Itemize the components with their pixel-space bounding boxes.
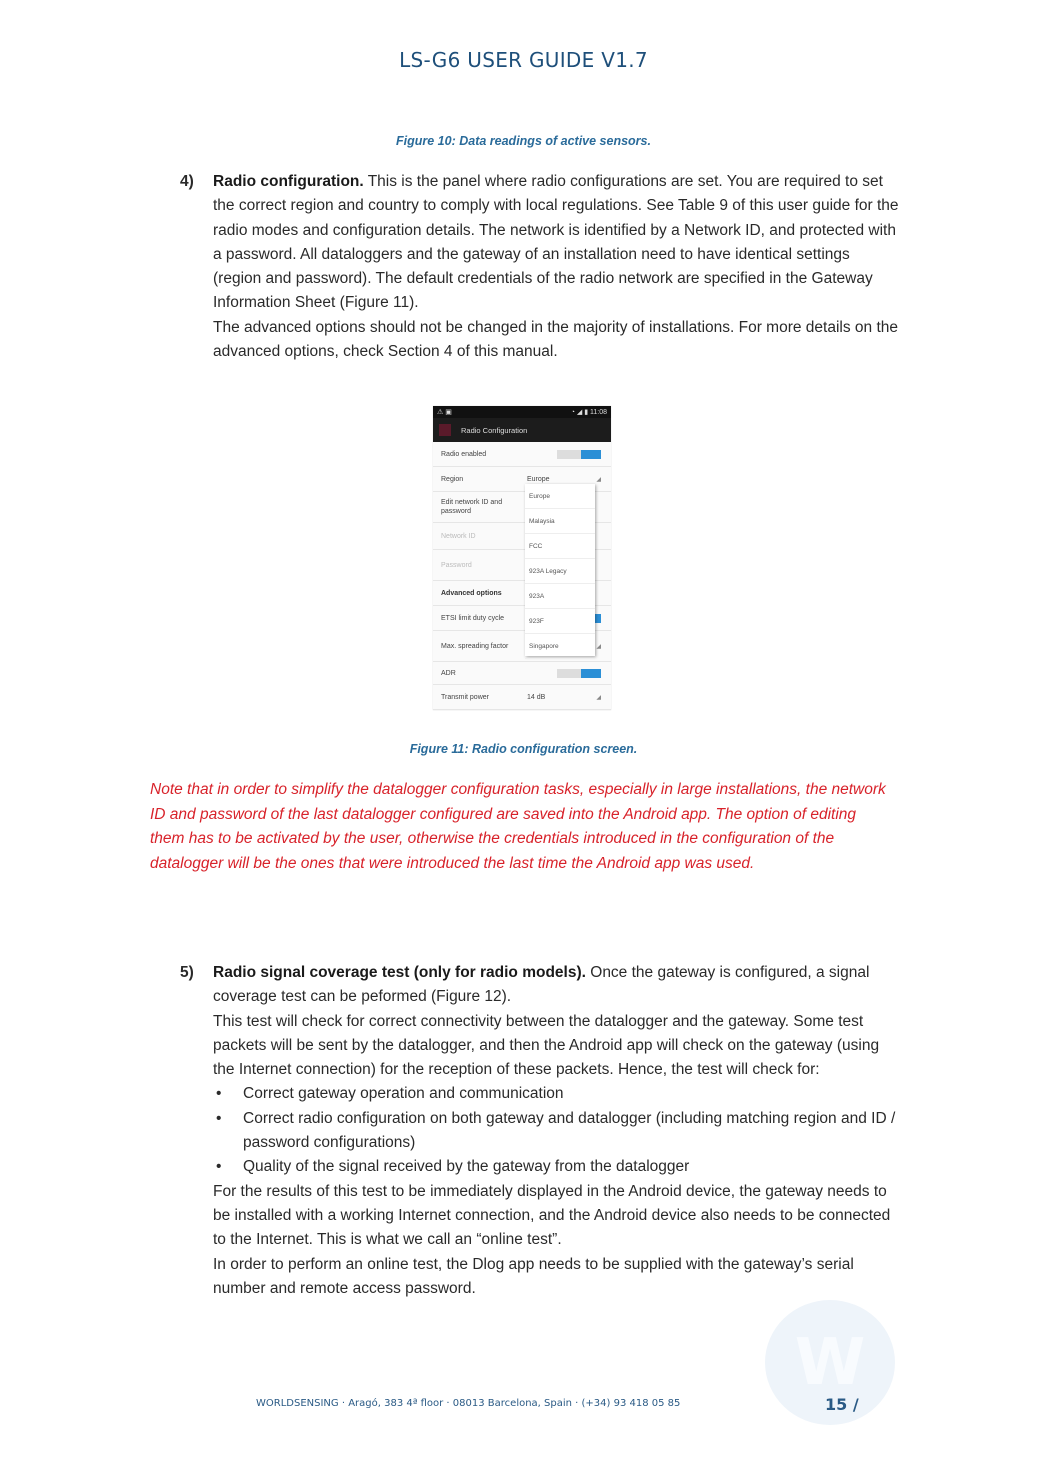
section-paragraph: For the results of this test to be immediately displayed in the Android device, the gateway needs to be installed with a working Internet connection, and the Android device also needs to be connected to the Internet. This is what we call an “online test”.	[213, 1182, 891, 1249]
transmit-power-row[interactable]	[433, 685, 611, 710]
section-number: 5)	[180, 964, 194, 981]
figure-10-caption: Figure 10: Data readings of active sensors.	[396, 134, 651, 148]
dropdown-option[interactable]: Singapore	[525, 634, 595, 659]
app-icon	[439, 424, 451, 436]
dropdown-arrow-icon: ◢	[596, 643, 601, 650]
section-paragraph: This is the panel where radio configurations are set. You are required to set the correct region and country to comply with local regulations. See Table 9 of this user guide for the radio modes and configuration details. The network is identified by a Network ID, and protected with a password. All dataloggers and the gateway of an installation need to have identical settings (region and password). The default credentials of the radio network are specified in the Gateway Information Sheet (Figure 11).	[213, 173, 899, 312]
radio-enabled-row[interactable]	[433, 442, 611, 467]
advanced-options-label: Advanced options	[441, 589, 502, 597]
transmit-power-select[interactable]: 14 dB	[527, 693, 546, 701]
list-item: • Correct gateway operation and communication	[243, 1082, 900, 1106]
edit-network-label: Edit network ID and password	[441, 499, 503, 515]
etsi-label: ETSI limit duty cycle	[441, 614, 505, 622]
worldsensing-watermark-logo: W	[765, 1300, 895, 1425]
section-paragraph: In order to perform an online test, the Dlog app needs to be supplied with the gateway’s serial number and remote access password.	[213, 1255, 854, 1297]
section-radio-configuration	[180, 170, 900, 364]
section-paragraph: Once the gateway is configured, a signal coverage test can be peformed (Figure 12).	[213, 964, 870, 1006]
dropdown-arrow-icon: ◢	[596, 476, 601, 483]
section-number: 4)	[180, 173, 194, 190]
dropdown-option[interactable]: Malaysia	[525, 509, 595, 534]
region-label: Region	[441, 475, 464, 483]
bullet-icon: •	[216, 1158, 222, 1176]
app-bar	[433, 418, 611, 442]
list-item: • Quality of the signal received by the gateway from the datalogger	[243, 1155, 900, 1179]
dropdown-option[interactable]: Europe	[525, 484, 595, 509]
transmit-power-label: Transmit power	[441, 693, 489, 701]
document-title: LS-G6 USER GUIDE V1.7	[399, 48, 648, 72]
notification-icons: ⚠ ▣	[437, 409, 452, 416]
region-select[interactable]: Europe	[527, 475, 550, 483]
app-title: Radio Configuration	[461, 425, 528, 435]
bullet-icon: •	[216, 1085, 222, 1103]
section-paragraph: This test will check for correct connectivity between the datalogger and the gateway. Some test packets will be sent by the datalogger, and then the Android app will check on the gateway (using the Internet connection) for the reception of these packets. Hence, the test will check for:	[213, 1012, 880, 1079]
network-id-label: Network ID	[441, 532, 476, 540]
figure-11-caption: Figure 11: Radio configuration screen.	[409, 742, 638, 756]
status-bar	[433, 406, 611, 418]
section-heading: Radio configuration.	[213, 173, 364, 190]
etsi-toggle[interactable]	[595, 614, 601, 623]
adr-toggle[interactable]	[557, 669, 601, 678]
adr-row[interactable]	[433, 662, 611, 685]
section-paragraph: The advanced options should not be changed in the majority of installations. For more details on the advanced options, check Section 4 of this manual.	[213, 318, 898, 361]
footer-address: WORLDSENSING · Aragó, 383 4ª floor · 08013 Barcelona, Spain · (+34) 93 418 05 85	[256, 1398, 681, 1409]
dropdown-option[interactable]: 923A	[525, 584, 595, 609]
dropdown-option[interactable]: 923A Legacy	[525, 559, 595, 584]
dropdown-arrow-icon: ◢	[596, 694, 601, 701]
max-sf-label: Max. spreading factor	[441, 642, 509, 650]
radio-enabled-toggle[interactable]	[557, 450, 601, 459]
list-item: • Correct radio configuration on both gateway and datalogger (including matching region and ID / password configurations)	[243, 1107, 900, 1156]
adr-label: ADR	[441, 669, 456, 677]
dropdown-option[interactable]: 923F	[525, 609, 595, 634]
system-status-icons: ◔ ◢ ▮ 11:08	[570, 409, 607, 416]
dropdown-option[interactable]: FCC	[525, 534, 595, 559]
note-paragraph: Note that in order to simplify the datalogger configuration tasks, especially in large installations, the network ID and password of the last datalogger configured are saved into the Android app. The option of editing them has to be activated by the user, otherwise the credentials introduced in the configuration of the datalogger will be the ones that were introduced the last time the Android app was used.	[150, 781, 886, 872]
check-list	[180, 1082, 900, 1179]
radio-enabled-label: Radio enabled	[441, 450, 487, 458]
region-dropdown-list[interactable]	[525, 484, 595, 656]
bullet-icon: •	[216, 1109, 222, 1127]
radio-configuration-screenshot	[433, 406, 611, 710]
page-number: 15 /	[825, 1395, 859, 1414]
section-heading: Radio signal coverage test (only for radio models).	[213, 964, 586, 981]
section-signal-coverage-test	[180, 961, 900, 1301]
password-label: Password	[441, 561, 472, 569]
